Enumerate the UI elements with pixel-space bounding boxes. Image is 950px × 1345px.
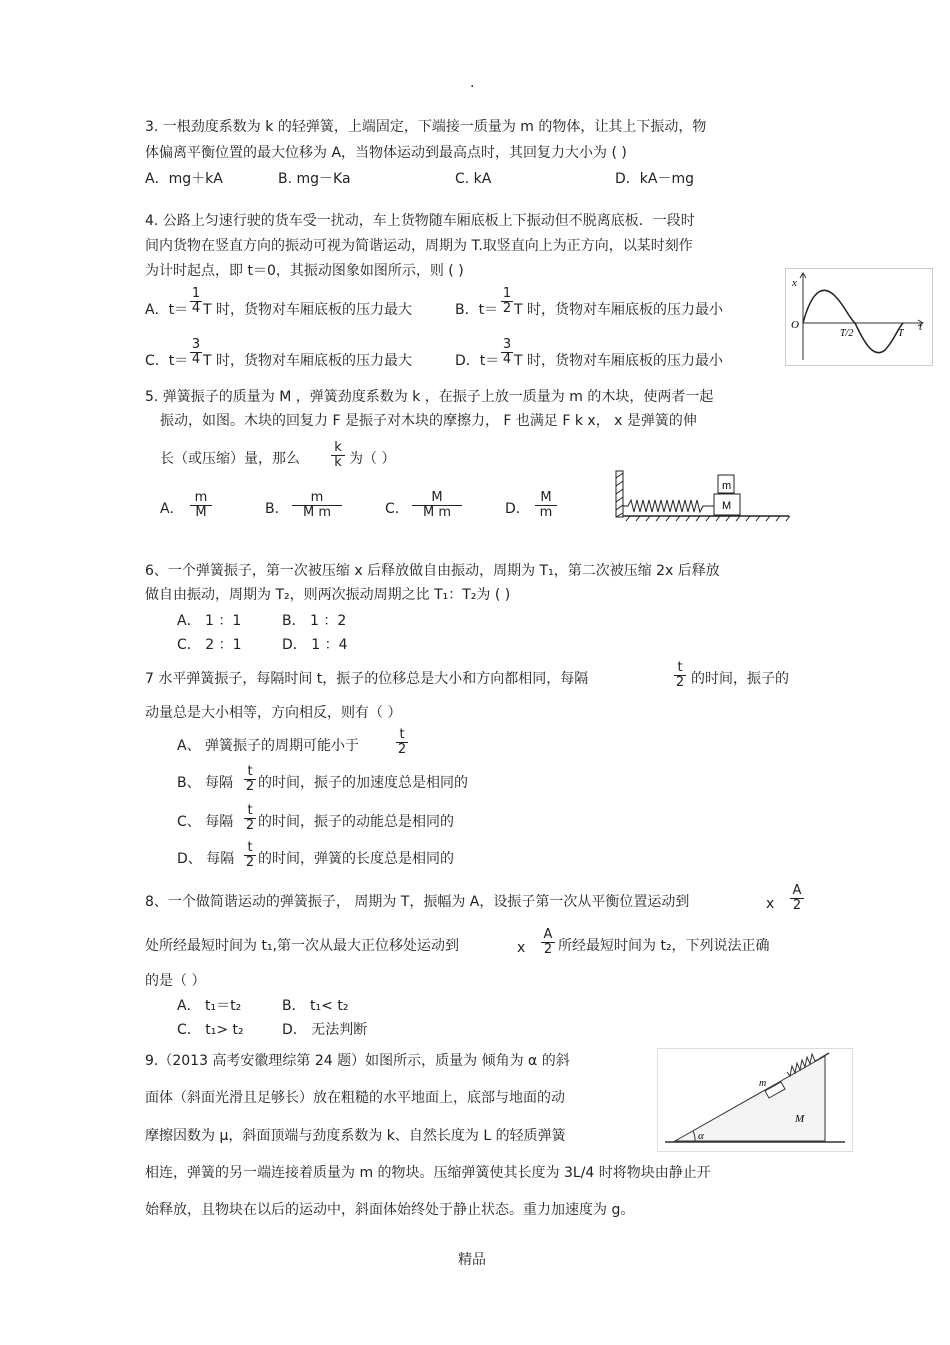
q5-option-b-fraction: $\frac{m}{\text{M m}}$	[292, 491, 342, 520]
q8-line1: 8、一个做简谐运动的弹簧振子， 周期为 T，振幅为 A，设振子第一次从平衡位置运动到	[145, 894, 690, 910]
graph-x-label: t	[919, 321, 923, 333]
q8-line2-prefix: 处所经最短时间为 t₁,第一次从最大正位移处运动到	[145, 938, 460, 954]
q8-line1-x: x	[766, 896, 775, 912]
q9-line3: 摩擦因数为 μ，斜面顶端与劲度系数为 k、自然长度为 L 的轻质弹簧	[145, 1128, 566, 1144]
q5-option-a-label: A．	[160, 501, 184, 517]
q5-line3-suffix: 为（ ）	[349, 451, 396, 467]
q6-line2: 做自由振动，周期为 T₂，则两次振动周期之比 T₁：T₂为 ( )	[145, 587, 511, 603]
q7-line2: 动量总是大小相等，方向相反，则有（ ）	[145, 705, 402, 721]
header-dot: .	[470, 75, 475, 91]
q8-option-c: C． t₁> t₂	[177, 1022, 244, 1038]
q5-option-d-fraction: $\frac{M}{m}$	[535, 491, 557, 520]
q4-option-b-prefix: B．t＝	[455, 302, 499, 318]
q5-option-c-fraction: $\frac{M}{\text{M m}}$	[412, 491, 462, 520]
q6-line1: 6、一个弹簧振子，第一次被压缩 x 后释放做自由振动，周期为 T₁，第二次被压缩 2x 后释放	[145, 563, 720, 579]
q4-option-d-text: T 时，货物对车厢底板的压力最小	[514, 353, 724, 369]
q9-line5: 始释放，且物块在以后的运动中，斜面体始终处于静止状态。重力加速度为 g。	[145, 1202, 635, 1218]
q5-option-b-label: B.	[265, 501, 280, 517]
q4-line3: 为计时起点，即 t＝0，其振动图象如图所示，则 ( )	[145, 263, 464, 279]
q7-option-b-text: 的时间，振子的加速度总是相同的	[258, 775, 468, 791]
fig-m-label: m	[759, 1078, 767, 1089]
q6-option-c: C． 2 ：1	[177, 637, 242, 653]
graph-half-period-label: T/2	[840, 328, 854, 339]
q7-option-b-prefix: B、 每隔	[177, 775, 234, 791]
q7-option-d-prefix: D、 每隔	[177, 851, 235, 867]
q8-option-a: A． t₁＝t₂	[177, 998, 242, 1014]
q3-line1: 3. 一根劲度系数为 k 的轻弹簧，上端固定，下端接一质量为 m 的物体，让其上下振动，物	[145, 119, 707, 135]
q5-spring-figure	[614, 468, 792, 523]
q8-line1-fraction: $\frac{A}{2}$	[790, 884, 804, 913]
q3-option-c: C. kA	[455, 171, 492, 187]
q8-option-b: B． t₁< t₂	[282, 998, 349, 1014]
q4-line1: 4. 公路上匀速行驶的货车受一扰动，车上货物随车厢底板上下振动但不脱离底板．一段时	[145, 213, 695, 229]
q4-vibration-graph	[785, 268, 933, 366]
q7-option-c-fraction: $\frac{t}{2}$	[245, 803, 255, 833]
q7-option-a: A、 弹簧振子的周期可能小于	[177, 738, 360, 754]
q6-option-d: D． 1 ：4	[282, 637, 348, 653]
graph-origin-label: O	[791, 319, 799, 331]
q9-line2: 面体（斜面光滑且足够长）放在粗糙的水平地面上，底部与地面的动	[145, 1090, 565, 1106]
q7-option-c-prefix: C、 每隔	[177, 814, 234, 830]
q3-option-d: D．kA－mg	[615, 171, 694, 187]
q9-line4: 相连，弹簧的另一端连接着质量为 m 的物块。压缩弹簧使其长度为 3L/4 时将物块由静止开	[145, 1165, 711, 1181]
q4-option-c-prefix: C．t＝	[145, 353, 189, 369]
graph-period-label: T	[898, 328, 904, 339]
q4-option-b-text: T 时，货物对车厢底板的压力最小	[514, 302, 724, 318]
q4-option-a-text: T 时，货物对车厢底板的压力最大	[203, 302, 413, 318]
q5-ratio-fraction: $\frac{k}{k}$	[331, 441, 345, 470]
q6-option-b: B． 1 ：2	[282, 613, 347, 629]
q7-option-d-text: 的时间，弹簧的长度总是相同的	[258, 851, 454, 867]
q5-option-a-fraction: $\frac{m}{M}$	[190, 491, 212, 520]
fig-large-block-label: M	[722, 500, 732, 512]
graph-y-label: x	[792, 277, 797, 289]
q5-line2: 振动，如图。木块的回复力 F 是振子对木块的摩擦力， F 也满足 F k x， x 是弹簧的伸	[160, 413, 697, 429]
q8-option-d: D． 无法判断	[282, 1022, 368, 1038]
q8-line3: 的是（ ）	[145, 973, 206, 989]
q5-line3-prefix: 长（或压缩）量，那么	[160, 451, 300, 467]
q8-line2-suffix: 所经最短时间为 t₂，下列说法正确	[558, 938, 770, 954]
q7-line1-fraction: $\frac{t}{2}$	[675, 660, 685, 690]
q3-option-a: A．mg＋kA	[145, 171, 223, 187]
q7-option-c-text: 的时间，振子的动能总是相同的	[258, 814, 454, 830]
q7-option-b-fraction: $\frac{t}{2}$	[245, 764, 255, 794]
fig-alpha-label: α	[698, 1130, 704, 1142]
q4-option-c-text: T 时，货物对车厢底板的压力最大	[203, 353, 413, 369]
q3-option-b: B. mg－Ka	[278, 171, 351, 187]
q5-line1: 5. 弹簧振子的质量为 M ，弹簧劲度系数为 k ，在振子上放一质量为 m 的木块，使两者一起	[145, 389, 714, 405]
q4-option-a-prefix: A．t＝	[145, 302, 189, 318]
q8-line2-fraction: $\frac{A}{2}$	[541, 928, 555, 957]
q7-option-a-fraction: $\frac{t}{2}$	[397, 727, 407, 757]
q5-option-c-label: C.	[385, 501, 400, 517]
q9-incline-figure	[657, 1048, 853, 1152]
q4-line2: 间内货物在竖直方向的振动可视为简谐运动，周期为 T.取竖直向上为正方向，以某时刻作	[145, 238, 693, 254]
footer-label: 精品	[458, 1252, 486, 1268]
fig-small-block-label: m	[722, 480, 732, 492]
q4-option-a-fraction: $\frac{1}{4}$	[191, 286, 201, 316]
fig-M-label: M	[795, 1113, 805, 1125]
q3-line2: 体偏离平衡位置的最大位移为 A，当物体运动到最高点时，其回复力大小为 ( )	[145, 145, 627, 161]
q4-option-c-fraction: $\frac{3}{4}$	[191, 337, 201, 367]
q4-option-d-prefix: D．t＝	[455, 353, 500, 369]
q5-option-d-label: D．	[505, 501, 530, 517]
q7-line1-suffix: 的时间，振子的	[691, 671, 789, 687]
q9-line1: 9.（2013 高考安徽理综第 24 题）如图所示，质量为 倾角为 α 的斜	[145, 1053, 570, 1069]
q4-option-b-fraction: $\frac{1}{2}$	[502, 286, 512, 316]
q7-line1-prefix: 7 水平弹簧振子，每隔时间 t，振子的位移总是大小和方向都相同，每隔	[145, 671, 589, 687]
q8-line2-x: x	[517, 940, 526, 956]
q7-option-d-fraction: $\frac{t}{2}$	[245, 840, 255, 870]
q6-option-a: A． 1 ：1	[177, 613, 242, 629]
q4-option-d-fraction: $\frac{3}{4}$	[502, 337, 512, 367]
